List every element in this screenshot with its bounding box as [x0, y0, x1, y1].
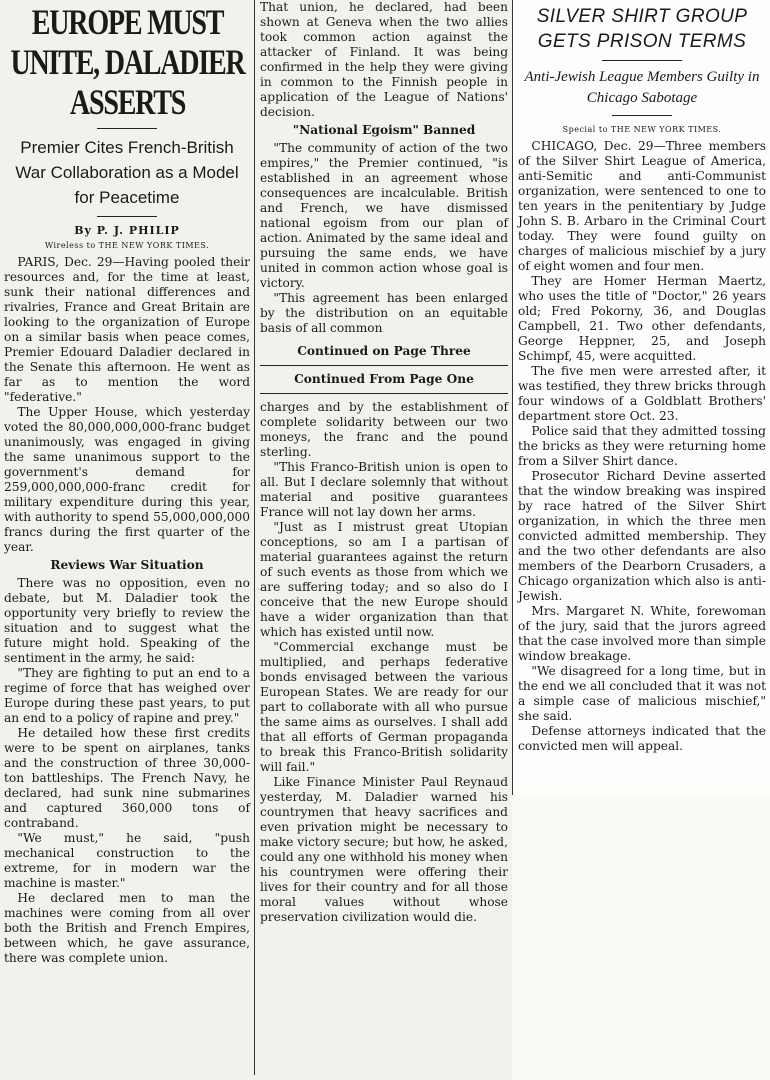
subheading: "National Egoism" Banned [292, 123, 476, 137]
paragraph: CHICAGO, Dec. 29—Three members of the Silver Shirt League of America, anti-Semitic and anti-Communist organization, were sentenced to one to ten years in the penitentiary by Judge John S. B. Arbaro in the Criminal Court today. They were found guilty on charges of malicious mischief by a jury of eight women and four men. [518, 139, 766, 273]
paragraph: charges and by the establishment of complete solidarity between our two moneys, the franc and the pound sterling. [260, 400, 508, 459]
paragraph: He detailed how these first credits were to be spent on airplanes, tanks and the construction of three 30,000-ton battleships. The French Navy, he declared, had sunk nine submarines and captured 360,000 tons of contraband. [4, 726, 250, 830]
byline: By P. J. PHILIP [74, 224, 180, 237]
headline: SILVER SHIRT GROUP GETS PRISON TERMS [536, 6, 748, 52]
paragraph: There was no opposition, even no debate, but M. Daladier took the opportunity very briefly to review the situation and to suggest what the future might hold. Speaking of the sentiment in the army, he said: [4, 576, 250, 665]
divider [97, 128, 157, 129]
paragraph: "This agreement has been enlarged by the distribution on an equitable basis of all common [260, 291, 508, 335]
wire-credit: Wireless to THE NEW YORK TIMES. [44, 241, 210, 250]
paragraph: "Commercial exchange must be multiplied, and perhaps federative bonds envisaged between the various European States. We are ready for our part to collaborate with all who pursue the same aims as ourselves. I shall add that all efforts of German propaganda to break this Franco-British solidarity will fail." [260, 640, 508, 774]
paragraph: "This Franco-British union is open to all. But I declare solemnly that without material and positive guarantees France will not lay down her arms. [260, 460, 508, 519]
subheading: Reviews War Situation [50, 558, 204, 572]
divider [612, 115, 672, 116]
divider [260, 365, 508, 366]
column-2 [260, 0, 508, 925]
column-rule-2 [512, 0, 513, 795]
divider [260, 393, 508, 394]
paragraph: "We must," he said, "push mechanical construction to the extreme, for in modern war the machine is master." [4, 831, 250, 890]
paragraph: Police said that they admitted tossing the bricks as they were returning home from a Silver Shirt dance. [518, 424, 766, 468]
paragraph: Mrs. Margaret N. White, forewoman of the jury, said that the jurors agreed that the case involved more than simple window breakage. [518, 604, 766, 663]
paragraph: They are Homer Herman Maertz, who uses the title of "Doctor," 26 years old; Fred Pokorny, 36, and Douglas Campbell, 21. Two other defendants, George Heppner, 25, and Joseph Schimpf, 45, were acquitted. [518, 274, 766, 363]
paragraph: The Upper House, which yesterday voted the 80,000,000,000-franc budget unanimously, was engaged in giving the same unanimous support to the government's demand for 259,000,000,000-franc credit for military expenditure during this year, with authority to spend 55,000,000,000 francs during the first quarter of the year. [4, 405, 250, 554]
column-rule-1 [254, 0, 255, 1075]
column-1 [4, 2, 250, 966]
paragraph: "Just as I mistrust great Utopian conceptions, so am I a partisan of material guarantees against the return of such events as those from which we are suffering today; and so also do I conceive that the new Europe should have a wider organization than that which has existed until now. [260, 520, 508, 639]
paragraph: "They are fighting to put an end to a regime of force that has weighed over Europe during these past years, to put an end to a policy of rapine and prey." [4, 666, 250, 725]
wire-credit: Special to THE NEW YORK TIMES. [562, 125, 722, 134]
paragraph: "We disagreed for a long time, but in the end we all concluded that it was not a simple case of malicious mischief," she said. [518, 664, 766, 723]
continued-on: Continued on Page Three [297, 344, 471, 358]
subhead: Anti-Jewish League Members Guilty in Chicago Sabotage [524, 69, 760, 106]
divider [97, 216, 157, 217]
headline: EUROPE MUST UNITE, DALADIER ASSERTS [10, 2, 245, 122]
paragraph: "The community of action of the two empires," the Premier continued, "is established in an agreement whose consequences are incalculable. British and French, we have dismissed national egoism from our plan of action. Animated by the same ideal and pursuing the same ends, we have united in common action whose goal is victory. [260, 141, 508, 290]
paragraph: Defense attorneys indicated that the convicted men will appeal. [518, 724, 766, 753]
paragraph: That union, he declared, had been shown at Geneva when the two allies took common action against the attacker of Finland. It was being confirmed in the help they were giving in common to the Finnish people in application of the League of Nations' decision. [260, 0, 508, 119]
paragraph: The five men were arrested after, it was testified, they threw bricks through four windows of a Goldblatt Brothers' department store Oct. 23. [518, 364, 766, 423]
column-3 [518, 4, 766, 754]
paragraph: PARIS, Dec. 29—Having pooled their resources and, for the time at least, sunk their national differences and rivalries, France and Great Britain are looking to the organization of Europe on a similar basis when peace comes, Premier Edouard Daladier declared in the Senate this afternoon. He went as far as to mention the word "federative." [4, 255, 250, 404]
divider [602, 60, 682, 61]
continued-from: Continued From Page One [294, 372, 474, 386]
subhead: Premier Cites French-British War Collaboration as a Model for Peacetime [15, 138, 239, 207]
paragraph: He declared men to man the machines were coming from all over both the British and French Empires, between which, he gave assurance, there was complete union. [4, 891, 250, 965]
paragraph: Prosecutor Richard Devine asserted that the window breaking was inspired by race hatred of the Silver Shirt organization, in which the three men convicted admitted membership. They and the two other defendants are also members of the Dearborn Crusaders, a Chicago organization which also is anti-Jewish. [518, 469, 766, 603]
paragraph: Like Finance Minister Paul Reynaud yesterday, M. Daladier warned his countrymen that heavy sacrifices and even privation might be necessary to make victory secure; but how, he asked, could any one withhold his money when his countrymen were offering their lives for their country and for all those moral values without whose preservation civilization would die. [260, 775, 508, 924]
